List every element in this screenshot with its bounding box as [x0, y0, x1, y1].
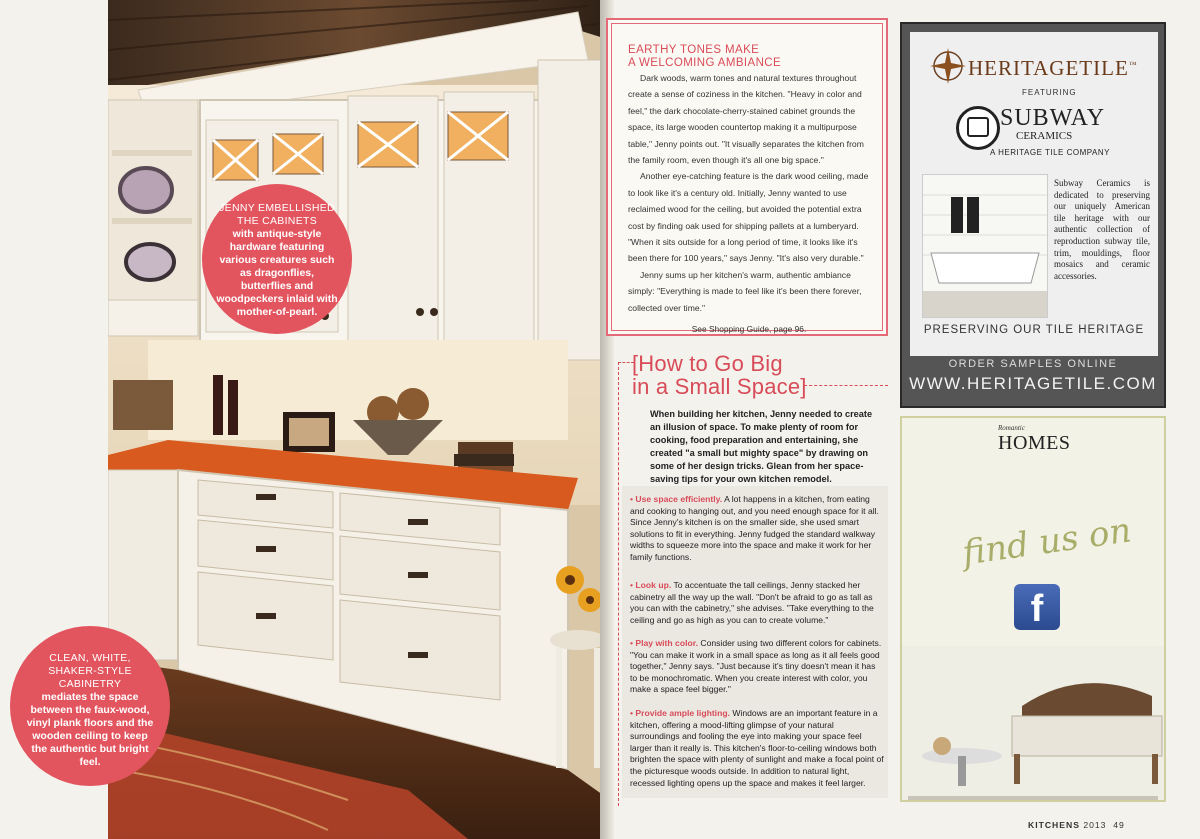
subway-train-icon: [956, 106, 1000, 150]
tip-lead: Look up.: [635, 580, 672, 590]
caption-circle-cabinets: [202, 184, 352, 334]
compass-icon: [930, 48, 966, 84]
heritage-tagline: PRESERVING OUR TILE HERITAGE: [923, 324, 1145, 336]
how-to-intro: When building her kitchen, Jenny needed to create an illusion of space. To make plenty of room for cooking, food preparation and entertaining, she created "a small but mighty space" by drawing on some of her design tricks. Glean from her space-saving tips for your own kitchen remodel.: [650, 409, 873, 484]
kitchen-illustration: [108, 0, 610, 839]
how-to-title-line2: in a Small Space]: [632, 374, 807, 399]
how-to-title-line1: [How to Go Big: [632, 351, 783, 376]
heritage-description: Subway Ceramics is dedicated to preserving our uniquely American tile heritage with our authentic collection of reproduction subway tile, trim, mouldings, floor mosaics and ceramic accessories.: [1054, 178, 1150, 281]
romantic-homes-ad[interactable]: [900, 416, 1166, 802]
sidebar-title-line2: A WELCOMING AMBIANCE: [628, 57, 782, 69]
tip-lead: Provide ample lighting.: [635, 708, 730, 718]
caption-body: with antique-style hardware featuring various creatures such as dragonflies, butterflies and woodpeckers inlaid with mother-of-pearl.: [216, 228, 338, 318]
homes-brand-small: Romantic: [998, 424, 1025, 432]
subway-line1: SUBWAY: [1000, 105, 1106, 131]
company-label: A HERITAGE TILE COMPANY: [990, 148, 1110, 157]
shopping-guide-reference: See Shopping Guide, page 96.: [691, 324, 807, 335]
caption-circle-cabinetry: [10, 626, 170, 786]
heritage-url-link[interactable]: WWW.HERITAGETILE.COM: [909, 374, 1157, 393]
kitchen-photo: [108, 0, 610, 839]
sidebar-title: [628, 44, 870, 70]
tip-text: Windows are an important feature in a kitchen, offering a mood-lifting glimpse of your natural surroundings and fooling the eye into making your space feel larger than it really is. This kitchen's floor-to-ceiling windows both brighten the space with plenty of sunlight and make a focal point of the picturesque woods outside. In addition to natural light, recessed lighting opens up the space and makes it feel larger.: [630, 708, 884, 788]
living-room-illustration: [902, 646, 1164, 800]
tip-text: A lot happens in a kitchen, from eating and cooking to hanging out, and you need enough space for it all. Since Jenny's kitchen is on the smaller side, she used smart solutions to fit in everything. Jenny fudged the standard walkway widths to squeeze more into the space and make it work for her family functions.: [630, 494, 879, 562]
sidebar-paragraph: Another eye-catching feature is the dark wood ceiling, made to look like it's a century old. Initially, Jenny wanted to use reclaimed wood for the ceiling, but avoided the potential extra cost by finding oak used for shipping pallets at a lumberyard. "When it sits outside for a long period of time, it looks like it's been there for 100 years," says Jenny. "It's also very durable.": [628, 171, 869, 264]
page-number: 49: [1113, 820, 1125, 830]
how-to-section: [612, 348, 888, 806]
bathtub-illustration: [923, 175, 1047, 317]
tip-item: [630, 638, 884, 696]
featuring-label: FEATURING: [1022, 88, 1077, 97]
subway-ceramics-logo: [1000, 106, 1105, 142]
subway-line2: CERAMICS: [1016, 130, 1073, 142]
heritage-brand: [968, 56, 1138, 81]
dashed-rule: [618, 362, 619, 806]
heritage-brand-text: HERITAGETILE: [968, 56, 1129, 80]
tip-item: [630, 580, 884, 626]
tip-item: [630, 494, 884, 564]
facebook-icon[interactable]: [1014, 584, 1060, 630]
how-to-title: [632, 352, 807, 398]
footer-year: 2013: [1083, 820, 1107, 830]
sidebar-paragraph: Dark woods, warm tones and natural textures throughout create a sense of coziness in the kitchen. "Heavy in color and feel," the dark chocolate-cherry-stained cabinet grounds the space, its large wooden countertop making it a multipurpose table," Jenny points out. "It visually separates the kitchen from the family room, even though it's all one big space.": [628, 73, 864, 166]
homes-brand: HOMES: [998, 432, 1071, 454]
find-us-on-text: find us on: [960, 510, 1134, 574]
caption-body: mediates the space between the faux-wood, vinyl plank floors and the wooden ceiling to keep the authentic but bright feel.: [26, 691, 154, 768]
facebook-glyph: f: [1030, 588, 1044, 630]
order-samples-label: ORDER SAMPLES ONLINE: [948, 358, 1118, 370]
bathroom-photo: [922, 174, 1048, 318]
trademark-mark: ™: [1128, 60, 1138, 69]
bullet: •: [630, 494, 636, 504]
tip-text: To accentuate the tall ceilings, Jenny stacked her cabinetry all the way up the wall. "Don't be afraid to go as tall as you can with the cabinetry," she advises. "Take everything to the ceiling and go as high as you can to create volume.": [630, 580, 874, 625]
tip-lead: Use space efficiently.: [635, 494, 723, 504]
caption-lead: JENNY EMBELLISHED THE CABINETS: [219, 202, 335, 227]
bullet: •: [630, 708, 636, 718]
tip-lead: Play with color.: [635, 638, 698, 648]
sidebar-paragraph: Jenny sums up her kitchen's warm, authentic ambiance simply: "Everything is made to feel like it's been there forever, collected over time.": [628, 269, 862, 313]
sidebar-title-line1: EARTHY TONES MAKE: [628, 44, 760, 56]
heritage-tile-ad[interactable]: [900, 22, 1166, 408]
tip-item: [630, 708, 884, 789]
footer-magazine: KITCHENS: [1028, 820, 1080, 830]
tip-text: Consider using two different colors for cabinets. "You can make it work in a small space as long as it all feels good together," Jenny says. "Just because it's tiny doesn't mean it has to be monochromatic. When you create interest with color, you make a space feel bigger.": [630, 638, 882, 695]
bullet: •: [630, 580, 636, 590]
ad-panel: [910, 32, 1158, 356]
dashed-rule: [804, 385, 888, 386]
caption-lead: CLEAN, WHITE, SHAKER-STYLE CABINETRY: [48, 652, 132, 690]
sidebar-earthy-tones: [606, 18, 888, 336]
tips-box: [622, 486, 888, 798]
page-footer: [1028, 820, 1125, 830]
bullet: •: [630, 638, 636, 648]
